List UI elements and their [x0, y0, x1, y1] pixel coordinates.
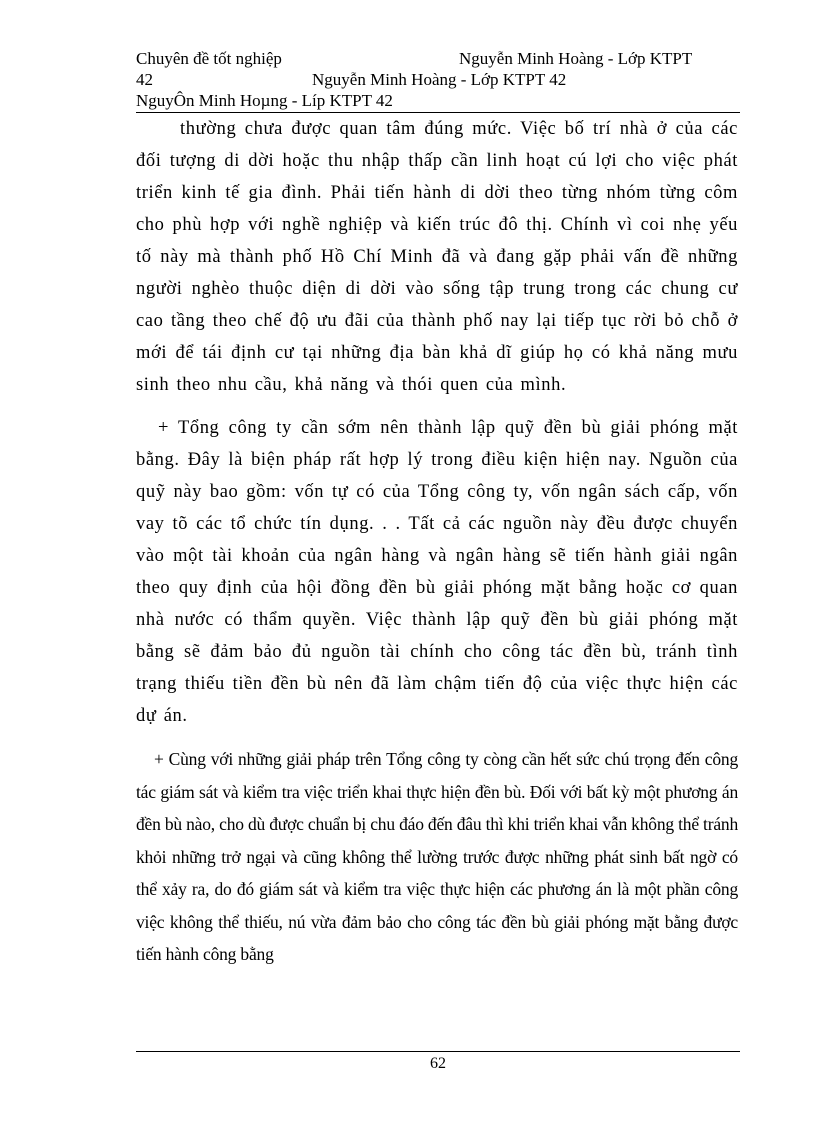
header-line-2 [136, 69, 740, 90]
header-document-type: Chuyên đề tốt nghiệp [136, 49, 282, 68]
paragraph-compensation-fund: + Tổng công ty cần sớm nên thành lập quỹ đền bù giải phóng mặt bằng. Đây là biện pháp rất hợp lý trong điều kiện hiện nay. Nguồn của quỹ này bao gồm: vốn tự có của Tổng công ty, vốn ngân sách cấp, vốn vay tõ các tổ chức tín dụng. . . Tất cả các nguồn này đều được chuyển vào một tài khoản của ngân hàng và ngân hàng sẽ tiến hành giải ngân theo quy định của hội đồng đền bù giải phóng mặt bằng hoặc cơ quan nhà nước có thẩm quyền. Việc thành lập quỹ đền bù giải phóng mặt bằng sẽ đảm bảo đủ nguồn tài chính cho công tác đền bù, tránh tình trạng thiếu tiền đền bù nên đã làm chậm tiến độ của việc thực hiện các dự án. [136, 418, 738, 726]
header-author-class-garbled: NguyÔn Minh Hoµng - Líp KTPT 42 [136, 91, 393, 110]
header-author-class-repeat: Nguyễn Minh Hoàng - Lớp KTPT 42 [312, 70, 567, 89]
header-author-class: Nguyễn Minh Hoàng - Lớp KTPT [459, 49, 693, 68]
page-header [136, 48, 740, 111]
paragraph-supervision: + Cùng với những giải pháp trên Tổng công ty còng cần hết sức chú trọng đến công tác giám sát và kiểm tra việc triển khai thực hiện đền bù. Đối với bất kỳ một phương án đền bù nào, cho dù được chuẩn bị chu đáo đến đâu thì khi triển khai vẫn không thể tránh khỏi những trở ngại và cũng không thể lường trước được những phát sinh bất ngờ có thể xảy ra, do đó giám sát và kiểm tra việc thực hiện các phương án là một phần công việc không thể thiếu, nú vừa đảm bảo cho công tác đền bù giải phóng mặt bằng được tiến hành công bằng [136, 749, 739, 964]
header-line-1 [136, 48, 740, 69]
paragraph-housing: thường chưa được quan tâm đúng mức. Việc bố trí nhà ở của các đối tượng di dời hoặc thu nhập thấp cần linh hoạt cú lợi cho việc phát triển kinh tế gia đình. Phải tiến hành di dời theo từng nhóm từng côm cho phù hợp với nghề nghiệp và kiến trúc đô thị. Chính vì coi nhẹ yếu tố này mà thành phố Hồ Chí Minh đã và đang gặp phải vấn đề những người nghèo thuộc diện di dời vào sống tập trung trong các chung cư cao tầng theo chế độ ưu đãi của thành phố nay lại tiếp tục rời bỏ chỗ ở mới để tái định cư tại những địa bàn khả dĩ giúp họ có khả năng mưu sinh theo nhu cầu, khả năng và thói quen của mình. [136, 119, 738, 395]
footer-divider [136, 1051, 740, 1052]
header-class-number: 42 [136, 70, 153, 89]
header-line-3 [136, 90, 740, 111]
page-body [136, 113, 738, 971]
page-number: 62 [430, 1055, 446, 1072]
